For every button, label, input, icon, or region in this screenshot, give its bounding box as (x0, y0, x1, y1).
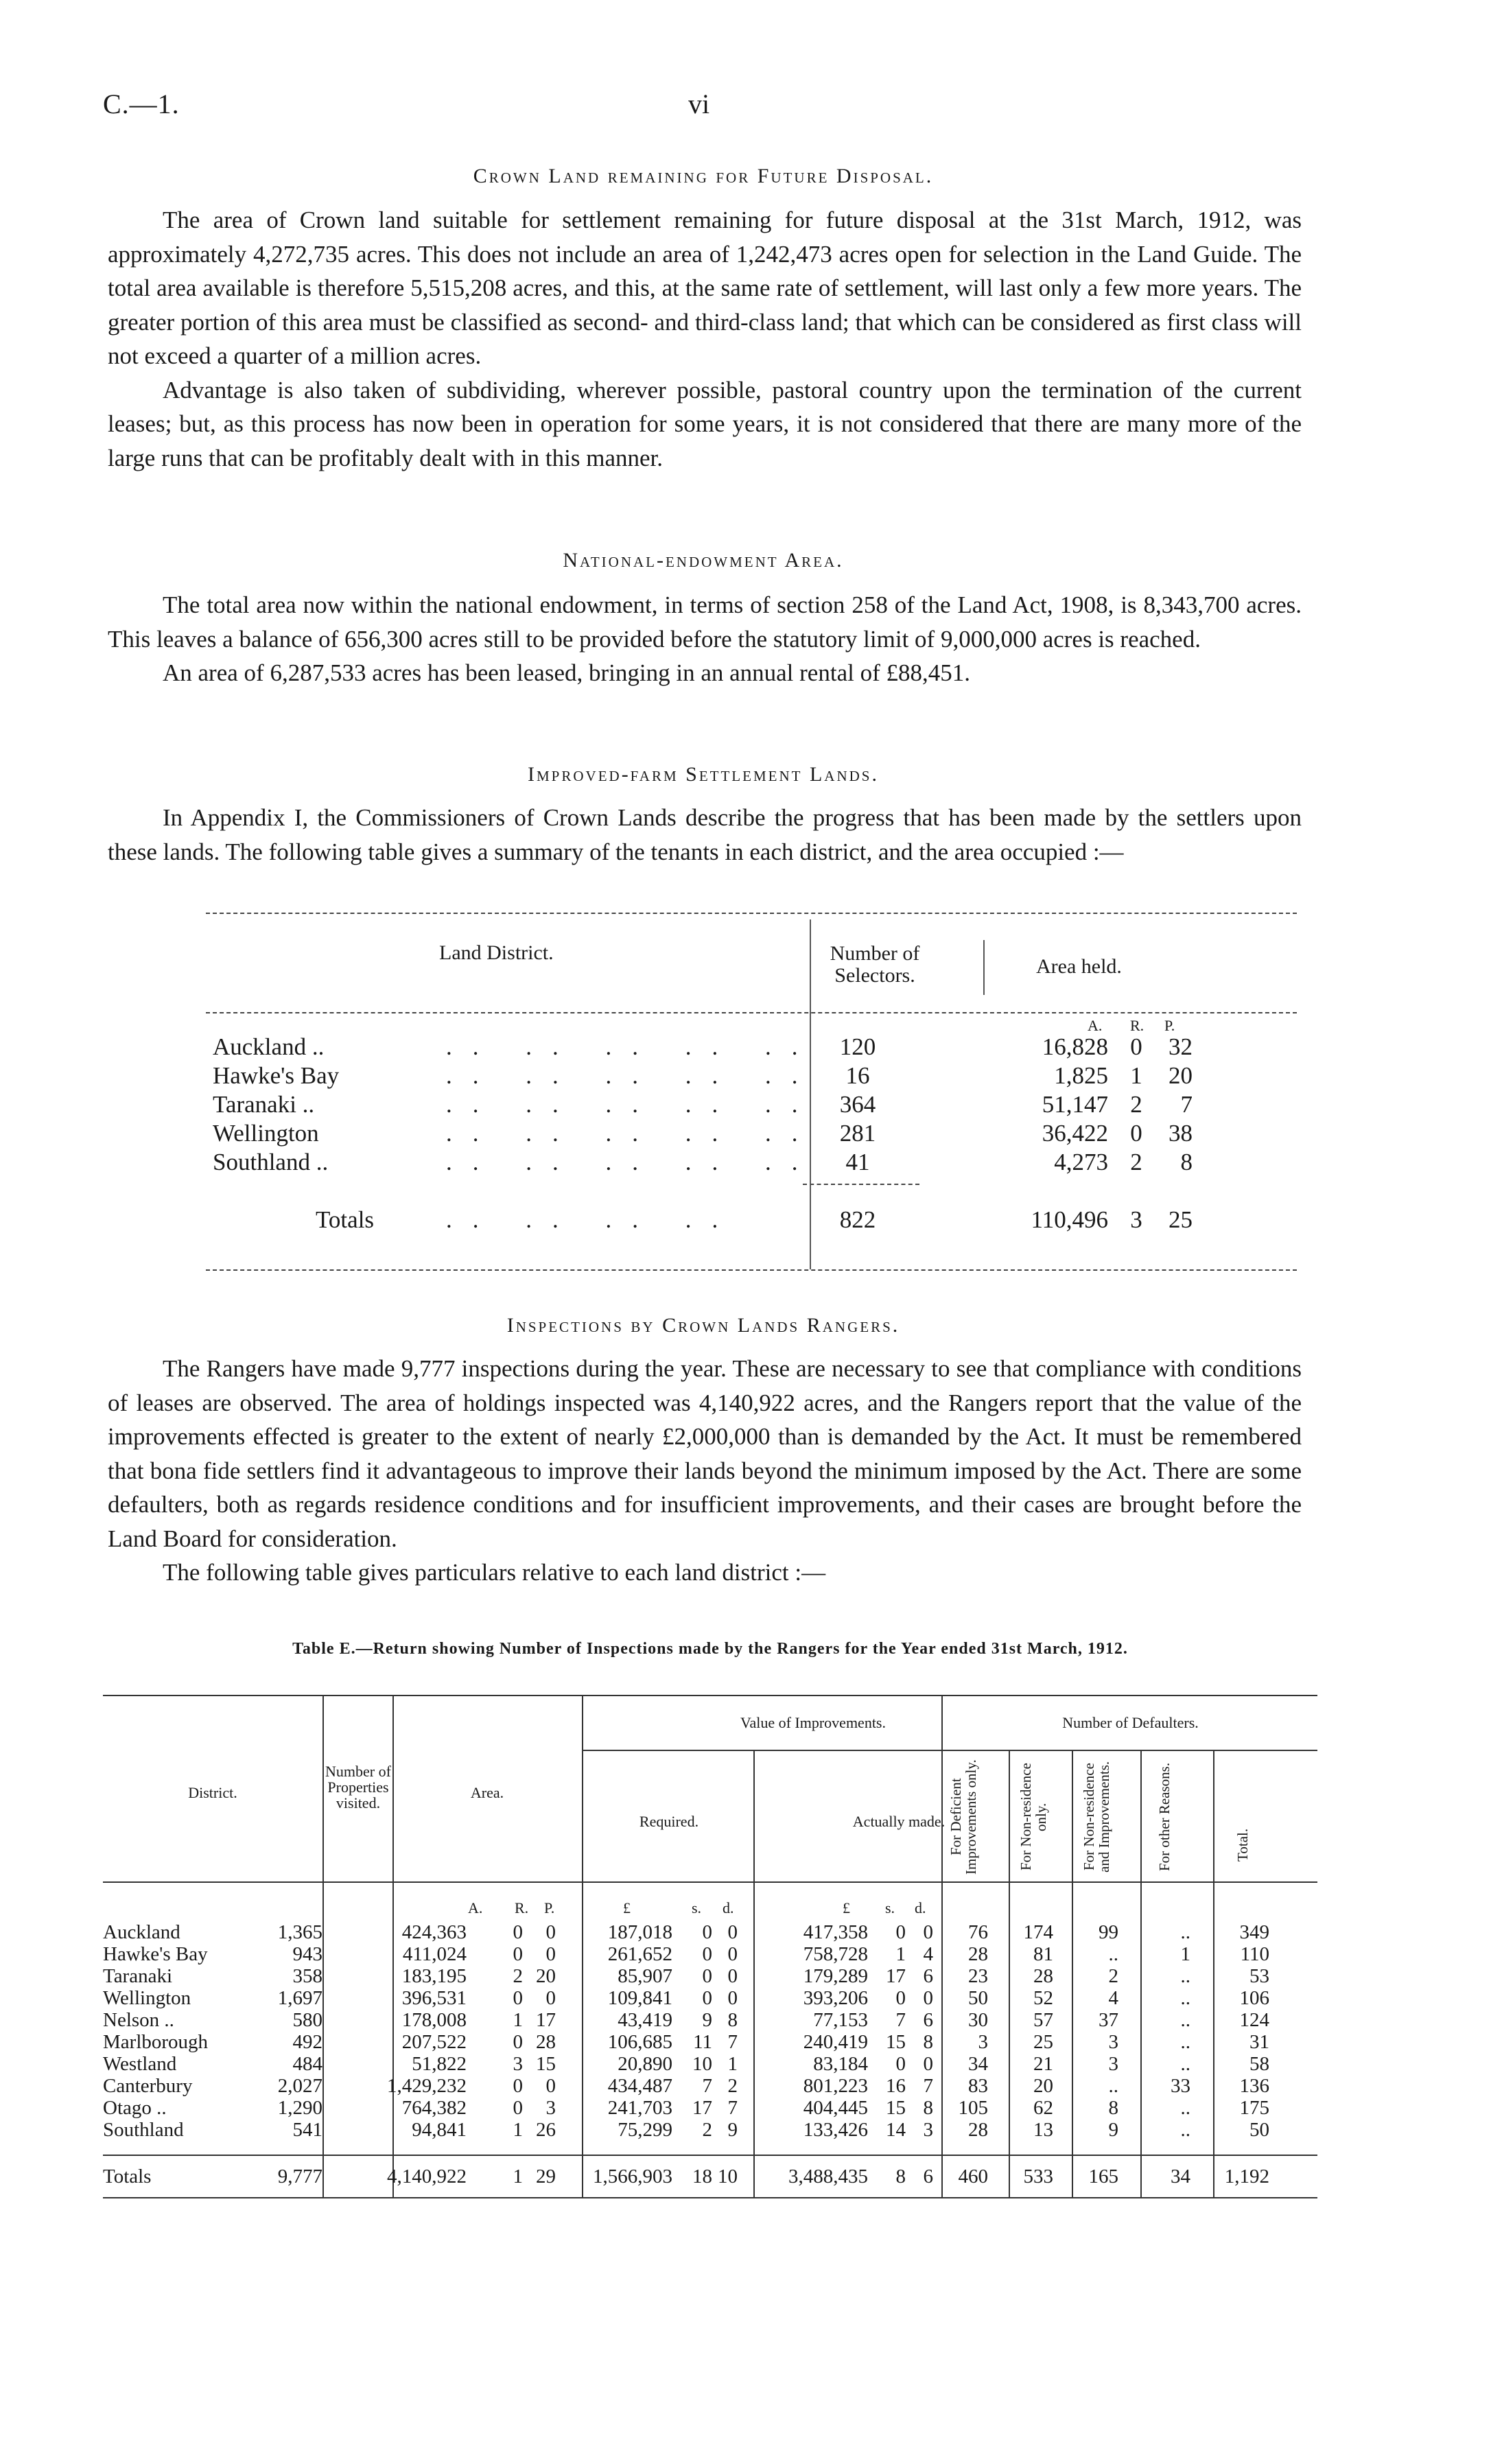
district-name: Taranaki (103, 1965, 173, 1987)
required-pounds: 261,652 (607, 1943, 672, 1965)
non-residence: 25 (1033, 2031, 1053, 2053)
area-roods: 3 (513, 2053, 523, 2075)
table-e-title: Table E.—Return showing Number of Inspections made by the Rangers for the Year ended 31st March, 1912. (292, 1640, 1128, 1658)
column-header-area-held: Area held. (1036, 955, 1122, 978)
units-row (103, 1899, 1317, 1923)
actual-pounds: 393,206 (803, 1987, 868, 2009)
column-header-value-of-improvements: Value of Improvements. (740, 1714, 886, 1731)
column-header-non-residence-improvements: For Non-residence and Improvements. (1081, 1761, 1112, 1873)
required-pence: 7 (727, 2031, 738, 2053)
paragraph: In Appendix I, the Commissioners of Crown Lands describe the progress that has been made by the settlers upon these lands. The following table gives a summary of the tenants in each district, and the area occupied :— (108, 804, 1302, 865)
leader-dots: .. .. .. .. .. (446, 1033, 819, 1060)
area-perches: 0 (545, 1943, 556, 1965)
total-defaulters: 175 (1239, 2097, 1269, 2119)
paragraph: The following table gives particulars relative to each land district :— (163, 1559, 826, 1586)
area-roods: 2 (513, 1965, 523, 1987)
non-residence: 81 (1033, 1943, 1053, 1965)
actual-pounds: 77,153 (813, 2009, 868, 2031)
other-reasons: 33 (1171, 2075, 1190, 2097)
total-defaulters: 53 (1249, 1965, 1269, 1987)
required-pence: 9 (727, 2119, 738, 2141)
table-rule (583, 1750, 1317, 1751)
column-header-required: Required. (639, 1813, 699, 1830)
actual-pounds: 801,223 (803, 2075, 868, 2097)
selectors-count: 16 (845, 1062, 870, 1089)
unit-acres: A. (468, 1899, 483, 1916)
area-acres: 207,522 (401, 2031, 467, 2053)
area-acres: 51,147 (1042, 1091, 1108, 1118)
table-rule (103, 2197, 1317, 2198)
area-perches: 38 (1169, 1120, 1193, 1147)
actual-shillings: 15 (886, 2097, 906, 2119)
area-roods: 0 (513, 1921, 523, 1943)
required-shillings: 9 (702, 2009, 712, 2031)
section-heading-improved-farm: Improved-farm Settlement Lands. (528, 763, 879, 786)
required-pounds: 187,018 (607, 1921, 672, 1943)
actual-shillings: 15 (886, 2031, 906, 2053)
actual-pence: 3 (923, 2119, 933, 2141)
area-perches: 3 (545, 2097, 556, 2119)
actual-shillings: 14 (886, 2119, 906, 2141)
district-name: Auckland (103, 1921, 180, 1943)
actual-pounds: 417,358 (803, 1921, 868, 1943)
column-header-area: Area. (470, 1784, 504, 1801)
deficient-improvements: 105 (958, 2097, 988, 2119)
required-pence: 1 (727, 2053, 738, 2075)
actual-pounds: 758,728 (803, 1943, 868, 1965)
total-roods: 3 (1130, 1206, 1142, 1233)
deficient-improvements: 3 (978, 2031, 988, 2053)
area-acres: 1,429,232 (387, 2075, 467, 2097)
selectors-count: 281 (839, 1120, 876, 1147)
table-row (103, 2119, 1317, 2142)
unit-roods: R. (515, 1899, 529, 1916)
unit-shillings: s. (885, 1899, 895, 1916)
area-acres: 94,841 (412, 2119, 467, 2141)
leader-dots: .. .. .. .. .. (446, 1091, 819, 1118)
required-pence: 10 (718, 2166, 738, 2187)
unit-shillings: s. (692, 1899, 702, 1916)
actual-pence: 7 (923, 2075, 933, 2097)
total-defaulters: 110 (1240, 1943, 1269, 1965)
table-row (103, 2031, 1317, 2054)
deficient-improvements: 83 (968, 2075, 988, 2097)
actual-pounds: 240,419 (803, 2031, 868, 2053)
area-perches: 8 (1180, 1149, 1193, 1175)
actual-pence: 6 (923, 2166, 933, 2187)
properties-visited: 492 (292, 2031, 322, 2053)
area-roods: 0 (513, 2075, 523, 2097)
area-acres: 1,825 (1054, 1062, 1108, 1089)
area-roods: 2 (1130, 1149, 1142, 1175)
required-shillings: 7 (702, 2075, 712, 2097)
column-header-number-visited: Number of Properties visited. (325, 1763, 391, 1811)
required-pounds: 85,907 (618, 1965, 672, 1987)
totals-label: Totals (316, 1206, 375, 1233)
paragraph: The Rangers have made 9,777 inspections during the year. These are necessary to see that compliance with conditions of leases are observed. The area of holdings inspected was 4,140,922 acres, and the Rangers report that the value of the improvements effected is greater to the extent of nearly £2,000,000 than is demanded by the Act. It must be remembered that bona fide settlers find it advantageous to improve their lands beyond the minimum imposed by the Act. There are some defaulters, both as regards residence conditions and for insufficient improvements, and their cases are brought before the Land Board for consideration. (108, 1355, 1302, 1552)
non-residence: 28 (1033, 1965, 1053, 1987)
area-roods: 1 (513, 2009, 523, 2031)
column-header-actually-made: Actually made. (852, 1813, 946, 1830)
column-divider (810, 1022, 811, 1269)
area-perches: 0 (545, 2075, 556, 2097)
non-residence-improvements: 99 (1099, 1921, 1118, 1943)
properties-visited: 541 (292, 2119, 322, 2141)
table-rule (103, 1881, 1317, 1883)
area-roods: 0 (513, 2097, 523, 2119)
required-pence: 0 (727, 1987, 738, 2009)
section-crown-land-body (108, 203, 1302, 475)
table-row (103, 2009, 1317, 2032)
required-shillings: 0 (702, 1965, 712, 1987)
non-residence-improvements: 9 (1108, 2119, 1118, 2141)
required-shillings: 11 (693, 2031, 712, 2053)
total-acres: 110,496 (1031, 1206, 1108, 1233)
district-name: Canterbury (103, 2075, 193, 2097)
other-reasons: 34 (1171, 2166, 1190, 2187)
table-row (103, 2075, 1317, 2098)
district-name: Otago .. (103, 2097, 167, 2119)
table-row (206, 1120, 1297, 1149)
column-header-district: District. (188, 1784, 237, 1801)
required-shillings: 17 (692, 2097, 712, 2119)
area-roods: 0 (513, 1987, 523, 2009)
total-defaulters: 31 (1249, 2031, 1269, 2053)
column-header-land-district: Land District. (439, 941, 554, 964)
deficient-improvements: 460 (958, 2166, 988, 2187)
non-residence-improvements: 37 (1099, 2009, 1118, 2031)
column-header-selectors: Number of Selectors. (830, 942, 920, 987)
properties-visited: 9,777 (277, 2166, 322, 2187)
leader-dots: .. .. .. .. .. (446, 1062, 819, 1089)
area-perches: 17 (536, 2009, 556, 2031)
required-pounds: 20,890 (618, 2053, 672, 2075)
deficient-improvements: 50 (968, 1987, 988, 2009)
required-pounds: 106,685 (607, 2031, 672, 2053)
table-rule (803, 1184, 919, 1185)
district-name: Auckland .. (213, 1033, 325, 1060)
non-residence-improvements: 2 (1108, 1965, 1118, 1987)
paragraph: An area of 6,287,533 acres has been leased, bringing in an annual rental of £88,451. (163, 659, 970, 686)
non-residence-improvements: 165 (1088, 2166, 1118, 2187)
district-name: Hawke's Bay (103, 1943, 208, 1965)
section-improved-farm-body (108, 801, 1302, 869)
required-pounds: 109,841 (607, 1987, 672, 2009)
unit-pound: £ (843, 1899, 850, 1916)
column-header-other-reasons: For other Reasons. (1156, 1762, 1173, 1872)
required-pence: 0 (727, 1965, 738, 1987)
actual-pence: 0 (923, 1921, 933, 1943)
selectors-count: 41 (845, 1149, 870, 1175)
leader-dots: .. .. .. .. .. (446, 1120, 819, 1147)
district-name: Southland .. (213, 1149, 329, 1175)
column-header-deficient-improvements: For Deficient Improvements only. (948, 1759, 979, 1875)
table-row (103, 1965, 1317, 1988)
area-perches: 0 (545, 1987, 556, 2009)
unit-pence: d. (723, 1899, 734, 1916)
non-residence-improvements: 8 (1108, 2097, 1118, 2119)
table-row (206, 1091, 1297, 1120)
area-acres: 183,195 (401, 1965, 467, 1987)
document-reference: C.—1. (103, 89, 180, 119)
actual-pounds: 404,445 (803, 2097, 868, 2119)
actual-pounds: 179,289 (803, 1965, 868, 1987)
other-reasons: .. (1180, 2031, 1190, 2053)
properties-visited: 580 (292, 2009, 322, 2031)
other-reasons: .. (1180, 1921, 1190, 1943)
district-name: Nelson .. (103, 2009, 174, 2031)
deficient-improvements: 28 (968, 1943, 988, 1965)
properties-visited: 358 (292, 1965, 322, 1987)
area-perches: 15 (536, 2053, 556, 2075)
area-acres: 424,363 (401, 1921, 467, 1943)
area-perches: 20 (1169, 1062, 1193, 1089)
required-pence: 8 (727, 2009, 738, 2031)
actual-pence: 4 (923, 1943, 933, 1965)
section-heading-inspections: Inspections by Crown Lands Rangers. (506, 1314, 900, 1337)
area-perches: 28 (536, 2031, 556, 2053)
actual-shillings: 0 (895, 2053, 906, 2075)
actual-pence: 0 (923, 2053, 933, 2075)
area-roods: 1 (513, 2119, 523, 2141)
required-shillings: 0 (702, 1921, 712, 1943)
other-reasons: .. (1180, 2119, 1190, 2141)
required-pence: 2 (727, 2075, 738, 2097)
page-number: vi (688, 89, 710, 119)
column-divider (983, 940, 985, 995)
district-name: Wellington (103, 1987, 191, 2009)
other-reasons: .. (1180, 2053, 1190, 2075)
other-reasons: .. (1180, 2009, 1190, 2031)
area-acres: 16,828 (1042, 1033, 1108, 1060)
area-roods: 2 (1130, 1091, 1142, 1118)
total-defaulters: 349 (1239, 1921, 1269, 1943)
total-defaulters: 136 (1239, 2075, 1269, 2097)
area-acres: 36,422 (1042, 1120, 1108, 1147)
area-perches: 29 (536, 2166, 556, 2187)
other-reasons: .. (1180, 2097, 1190, 2119)
total-defaulters: 124 (1239, 2009, 1269, 2031)
area-acres: 411,024 (402, 1943, 467, 1965)
required-shillings: 18 (692, 2166, 712, 2187)
actual-pence: 6 (923, 2009, 933, 2031)
leader-dots: .. .. .. .. .. (446, 1149, 819, 1175)
required-pounds: 75,299 (618, 2119, 672, 2141)
district-name: Hawke's Bay (213, 1062, 340, 1089)
unit-pound: £ (623, 1899, 631, 1916)
required-pence: 7 (727, 2097, 738, 2119)
non-residence-improvements: .. (1108, 2075, 1118, 2097)
required-pounds: 43,419 (618, 2009, 672, 2031)
other-reasons: .. (1180, 1965, 1190, 1987)
deficient-improvements: 34 (968, 2053, 988, 2075)
table-row (206, 1149, 1297, 1177)
section-heading-crown-land: Crown Land remaining for Future Disposal. (473, 165, 934, 187)
district-name: Totals (103, 2166, 152, 2187)
total-perches: 25 (1169, 1206, 1193, 1233)
properties-visited: 1,290 (277, 2097, 322, 2119)
area-perches: 0 (545, 1921, 556, 1943)
deficient-improvements: 76 (968, 1921, 988, 1943)
deficient-improvements: 30 (968, 2009, 988, 2031)
properties-visited: 943 (292, 1943, 322, 1965)
other-reasons: 1 (1180, 1943, 1190, 1965)
non-residence: 533 (1023, 2166, 1053, 2187)
actual-shillings: 16 (886, 2075, 906, 2097)
actual-shillings: 17 (886, 1965, 906, 1987)
selectors-count: 120 (839, 1033, 876, 1060)
actual-shillings: 0 (895, 1921, 906, 1943)
other-reasons: .. (1180, 1987, 1190, 2009)
total-selectors: 822 (839, 1206, 876, 1233)
column-header-total: Total. (1234, 1828, 1251, 1862)
leader-dots: .. .. .. .. (446, 1206, 739, 1233)
area-acres: 4,273 (1054, 1149, 1108, 1175)
area-roods: 0 (1130, 1033, 1142, 1060)
area-perches: 20 (536, 1965, 556, 1987)
non-residence: 13 (1033, 2119, 1053, 2141)
actual-pounds: 83,184 (813, 2053, 868, 2075)
unit-perches: P. (544, 1899, 555, 1916)
required-pence: 0 (727, 1943, 738, 1965)
totals-row (206, 1206, 1297, 1235)
area-acres: 4,140,922 (387, 2166, 467, 2187)
table-row (103, 1921, 1317, 1945)
non-residence: 62 (1033, 2097, 1053, 2119)
unit-roods: R. (1130, 1017, 1144, 1034)
table-e (103, 1695, 1317, 2244)
non-residence: 52 (1033, 1987, 1053, 2009)
actual-pence: 6 (923, 1965, 933, 1987)
actual-pounds: 133,426 (803, 2119, 868, 2141)
district-name: Westland (103, 2053, 177, 2075)
table-row (206, 1033, 1297, 1062)
actual-shillings: 7 (895, 2009, 906, 2031)
non-residence: 57 (1033, 2009, 1053, 2031)
properties-visited: 1,365 (277, 1921, 322, 1943)
properties-visited: 2,027 (277, 2075, 322, 2097)
actual-pence: 8 (923, 2031, 933, 2053)
table-rule (103, 2155, 1317, 2156)
required-pence: 0 (727, 1921, 738, 1943)
total-defaulters: 58 (1249, 2053, 1269, 2075)
actual-pence: 0 (923, 1987, 933, 2009)
area-acres: 178,008 (401, 2009, 467, 2031)
properties-visited: 484 (292, 2053, 322, 2075)
column-divider (810, 919, 811, 1022)
actual-shillings: 1 (895, 1943, 906, 1965)
area-acres: 396,531 (401, 1987, 467, 2009)
non-residence-improvements: 4 (1108, 1987, 1118, 2009)
required-shillings: 10 (692, 2053, 712, 2075)
area-perches: 32 (1169, 1033, 1193, 1060)
column-header-defaulters: Number of Defaulters. (1062, 1714, 1199, 1731)
non-residence: 21 (1033, 2053, 1053, 2075)
district-name: Taranaki .. (213, 1091, 315, 1118)
actual-shillings: 8 (895, 2166, 906, 2187)
section-national-endowment-body (108, 588, 1302, 690)
district-name: Southland (103, 2119, 184, 2141)
deficient-improvements: 28 (968, 2119, 988, 2141)
column-header-non-residence: For Non-residence only. (1018, 1763, 1049, 1871)
actual-pence: 8 (923, 2097, 933, 2119)
non-residence: 174 (1023, 1921, 1053, 1943)
area-roods: 0 (1130, 1120, 1142, 1147)
area-roods: 0 (513, 2031, 523, 2053)
required-pounds: 1,566,903 (593, 2166, 672, 2187)
required-pounds: 434,487 (607, 2075, 672, 2097)
total-defaulters: 50 (1249, 2119, 1269, 2141)
section-heading-national-endowment: National-endowment Area. (563, 549, 844, 572)
totals-row (103, 2166, 1317, 2189)
table-rule (206, 1269, 1297, 1271)
area-perches: 7 (1180, 1091, 1193, 1118)
paragraph: Advantage is also taken of subdividing, wherever possible, pastoral country upon the termination of the current leases; but, as this process has now been in operation for some years, it is not considered that there are many more of the large runs that can be profitably dealt with in this manner. (108, 376, 1302, 471)
area-acres: 51,822 (412, 2053, 467, 2075)
table-row (103, 2053, 1317, 2076)
actual-pounds: 3,488,435 (788, 2166, 868, 2187)
deficient-improvements: 23 (968, 1965, 988, 1987)
required-pounds: 241,703 (607, 2097, 672, 2119)
non-residence-improvements: 3 (1108, 2031, 1118, 2053)
area-roods: 1 (1130, 1062, 1142, 1089)
non-residence: 20 (1033, 2075, 1053, 2097)
required-shillings: 0 (702, 1987, 712, 2009)
non-residence-improvements: .. (1108, 1943, 1118, 1965)
actual-shillings: 0 (895, 1987, 906, 2009)
area-acres: 764,382 (401, 2097, 467, 2119)
required-shillings: 0 (702, 1943, 712, 1965)
table-rule (206, 1012, 1297, 1013)
table-row (103, 1987, 1317, 2010)
paragraph: The area of Crown land suitable for settlement remaining for future disposal at the 31st March, 1912, was approximately 4,272,735 acres. This does not include an area of 1,242,473 acres open for selection in the Land Guide. The total area available is therefore 5,515,208 acres, and this, at the same rate of settlement, will last only a few more years. The greater portion of this area must be classified as second- and third-class land; that which can be considered as first class will not exceed a quarter of a million acres. (108, 207, 1302, 369)
table-row (103, 1943, 1317, 1967)
unit-acres: A. (1088, 1017, 1103, 1034)
total-defaulters: 106 (1239, 1987, 1269, 2009)
area-roods: 1 (513, 2166, 523, 2187)
unit-perches: P. (1164, 1017, 1175, 1034)
district-name: Marlborough (103, 2031, 209, 2053)
table-rule (103, 1695, 1317, 1696)
total-defaulters: 1,192 (1224, 2166, 1269, 2187)
non-residence-improvements: 3 (1108, 2053, 1118, 2075)
table-row (103, 2097, 1317, 2120)
area-perches: 26 (536, 2119, 556, 2141)
section-inspections-body (108, 1352, 1302, 1590)
district-name: Wellington (213, 1120, 319, 1147)
area-roods: 0 (513, 1943, 523, 1965)
properties-visited: 1,697 (277, 1987, 322, 2009)
table-rule (206, 913, 1297, 914)
selectors-count: 364 (839, 1091, 876, 1118)
paragraph: The total area now within the national endowment, in terms of section 258 of the Land Act, 1908, is 8,343,700 acres. This leaves a balance of 656,300 acres still to be provided before the statutory limit of 9,000,000 acres is reached. (108, 591, 1302, 653)
unit-pence: d. (915, 1899, 926, 1916)
required-shillings: 2 (702, 2119, 712, 2141)
table-row (206, 1062, 1297, 1091)
